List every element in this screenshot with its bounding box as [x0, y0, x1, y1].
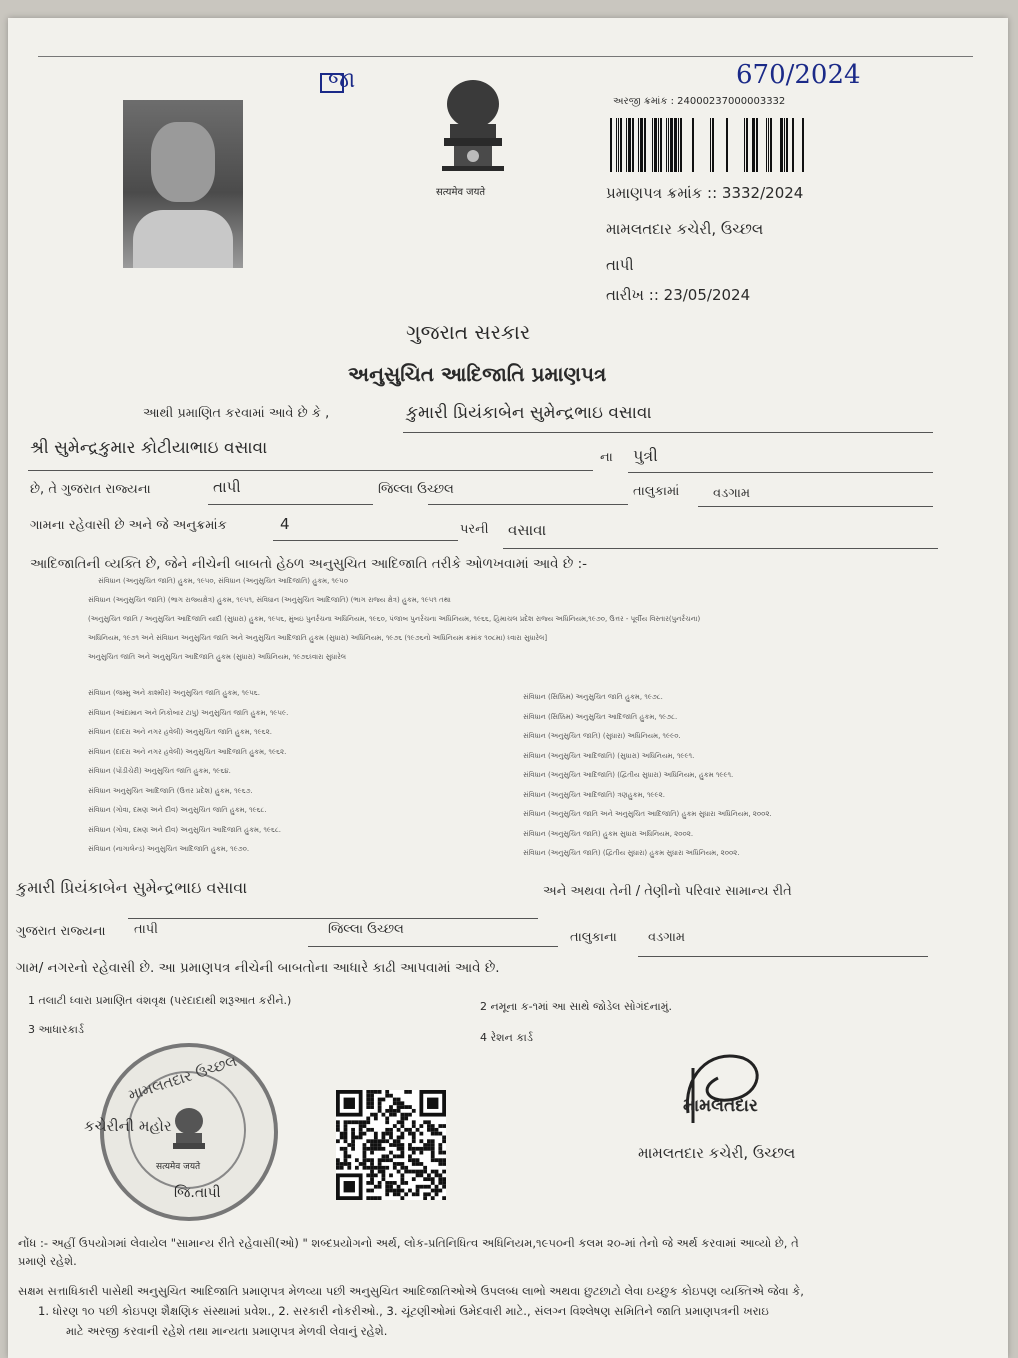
orders_left-line: સંવિધાન અનુસુચિત આદિજાતિ (ઉત્તર પ્રદેશ) હુકમ, ૧૯૬૭. [88, 786, 253, 795]
note-1b: પ્રમાણે રહેશે. [18, 1254, 77, 1268]
barcode [610, 118, 840, 172]
orders_left-line: સંવિધાન (દાદરા અને નગર હવેલી) અનુસુચિત જાતિ હુકમ, ૧૯૬૨. [88, 728, 272, 736]
handwritten-number: 670/2024 [736, 60, 861, 90]
section2-district-label: જિલ્લા ઉચ્છલ [328, 922, 404, 937]
orders_right-line: સંવિધાન (અનુસુચિત જાતિ) (સુધારા) અધિનિયમ, ૧૯૯૦. [523, 732, 681, 740]
orders_right-line: સંવિધાન (અનુસુચિત આદિજાતિ) ત્રણહુકમ, ૧૯૯૨. [523, 790, 666, 799]
emblem-motto: सत्यमेव जयते [436, 187, 486, 198]
signatory-office: મામલતદાર કચેરી, ઉચ્છલ [638, 1144, 796, 1162]
applicant-photo [123, 100, 243, 268]
note-2: સક્ષમ સત્તાધિકારી પાસેથી અનુસુચિત આદિજાતિ પ્રમાણપત્ર મેળવ્યા પછી અનુસુચિત આદિજાતિઓએ ઉપલબ્ધ લાભો અથવા છુટછાટો લેવા ઇચ્છુક કોઇપણ વ્યક્તિએ જેવા કે, [18, 1284, 804, 1298]
orders_left-line: સંવિધાન (આંદામાન અને નિકોબાર ટાપુ) અનુસુચિત જાતિ હુકમ, ૧૯૫૯. [88, 708, 289, 717]
orders_right-line: સંવિધાન (અનુસુચિત જાતિ) હુકમ સુધારા અધિનિયમ, ૨૦૦૨. [523, 829, 694, 838]
seal-bottom-text: જિ.તાપી [174, 1185, 221, 1201]
government-title: ગુજરાત સરકાર [406, 320, 531, 344]
upon-label: પરની [460, 522, 489, 537]
fine_print-line: સંવિધાન (અનુસુચિત જાતિ) હુકમ, ૧૯૫૦, સંવિધાન (અનુસુચિત આદિજાતિ) હુકમ, ૧૯૫૦ [98, 577, 348, 585]
section2-taluka-label: તાલુકાના [570, 930, 617, 945]
fine_print-line: અનુસુચિત જાતિ અને અનુસુચિત આદિજાતિ હુકમ (સુધારા) અધિનિયમ, ૧૯૭૬ધ્વારા સુધારેલ [88, 653, 347, 661]
orders_right-line: સંવિધાન (અનુસુચિત આદિજાતિ) (સુધારા) અધિનિયમ, ૧૯૯૧. [523, 751, 695, 760]
family-text: અને અથવા તેની / તેણીનો પરિવાર સામાન્ય રીતે [543, 884, 792, 899]
state-prefix: છે, તે ગુજરાત રાજ્યના [30, 482, 151, 497]
section2-resident-text: ગામ/ નગરનો રહેવાસી છે. આ પ્રમાણપત્ર નીચેની બાબતોના આધારે કાઢી આપવામાં આવે છે. [16, 960, 500, 976]
tribe-name: વસાવા [508, 521, 547, 539]
fine_print-line: સંવિધાન (અનુસુચિત જાતિ) (ભાગ રાજ્યક્ષેત્ર) હુકમ, ૧૯૫૧, સંવિધાન (અનુસુચિત આદિજાતિ) (ભાગ રાજ્ય ક્ષેત્ર) હુકમ, ૧૯૫૧ તથા [88, 596, 451, 604]
official-seal [84, 1043, 278, 1221]
note-4: માટે અરજી કરવાની રહેશે તથા માન્યતા પ્રમાણપત્ર મેળવી લેવાનું રહેશે. [66, 1324, 388, 1338]
district-label: જિલ્લા ઉચ્છલ [378, 482, 454, 497]
qr-code [336, 1090, 446, 1200]
issue-date: તારીખ :: 23/05/2024 [606, 286, 751, 304]
resident-label: ગામના રહેવાસી છે અને જે અનુક્રમાંક [30, 518, 227, 533]
seal-middle-text: કચેરીની મહોર [84, 1117, 172, 1135]
seal-motto: सत्यमेव जयते [156, 1162, 201, 1172]
doc-item-4: 4 રેશન કાર્ડ [480, 1031, 533, 1044]
orders-left [88, 690, 508, 866]
relation: પુત્રી [633, 446, 658, 465]
note-3: 1. ધોરણ ૧૦ પછી કોઇપણ શૈક્ષણિક સંસ્થામાં પ્રવેશ., 2. સરકારી નોકરીઓ., 3. ચૂંટણીઓમાં ઉમેદવારી માટે., સંલગ્ન વિશ્લેષણ સમિતિને જાતિ પ્રમાણપત્રની ખરાઇ [38, 1304, 769, 1318]
applicant-name: કુમારી પ્રિયંકાબેન સુમેન્દ્રભાઇ વસાવા [406, 403, 652, 423]
doc-item-2: 2 નમૂના ક-૧માં આ સાથે જોડેલ સોગંદનામું. [480, 1000, 672, 1013]
orders_left-line: સંવિધાન (જમ્મુ અને કાશ્મીર) અનુસુચિત જાતિ હુકમ, ૧૯૫૬. [88, 689, 260, 697]
orders-right [523, 694, 943, 870]
doc-item-1: 1 તલાટી ધ્વારા પ્રમાણિત વંશવૃક્ષ (પરદાદાથી શરૂઆત કરીને.) [28, 994, 292, 1007]
certificate-sheet [8, 18, 1008, 1358]
orders_left-line: સંવિધાન (પોંડીચેરી) અનુસુચિત જાતિ હુકમ, ૧૯૬૪. [88, 767, 231, 775]
orders_left-line: સંવિધાન (ગોવા, દમણ અને દીવ) અનુસુચિત આદિજાતિ હુકમ, ૧૯૬૮. [88, 825, 282, 834]
orders_right-line: સંવિધાન (અનુસુચિત આદિજાતિ) (દ્વિતીય સુધારા) અધિનિયમ, હુકમ ૧૯૯૧. [523, 771, 734, 779]
section2-name: કુમારી પ્રિયંકાબેન સુમેન્દ્રભાઇ વસાવા [16, 878, 248, 897]
section2-state-label: ગુજરાત રાજ્યના [16, 924, 106, 939]
identify-text: આદિજાતિની વ્યક્તિ છે, જેને નીચેની બાબતો હેઠળ અનુસુચિત આદિજાતિ તરીકે ઓળખવામાં આવે છે :- [30, 556, 588, 572]
orders_right-line: સંવિધાન (અનુસુચિત જાતિ અને અનુસુચિત આદિજાતિ) હુકમ સુધારા અધિનિયમ, ૨૦૦૨. [523, 810, 772, 818]
taluka-label: તાલુકામાં [633, 484, 680, 499]
certificate-number: પ્રમાણપત્ર ક્રમાંક :: 3332/2024 [606, 184, 804, 202]
serial-number: 4 [280, 515, 290, 533]
signatory-title: મામલતદાર [683, 1096, 758, 1116]
seal-top-text: મામલતદાર ઉચ્છલ [125, 1051, 240, 1105]
state-emblem-icon [428, 76, 518, 196]
seal-emblem-icon [166, 1105, 212, 1161]
section2-district: તાપી [134, 922, 158, 937]
certificate-title: અનુસુચિત આદિજાતિ પ્રમાણપત્ર [348, 362, 607, 386]
orders_left-line: સંવિધાન (દાદરા અને નગર હવેલી) અનુસુચિત આદિજાતિ હુકમ, ૧૯૬૨. [88, 747, 287, 756]
handwritten-box [320, 73, 344, 93]
section2-village: વડગામ [648, 930, 686, 945]
top-border [38, 56, 973, 57]
fine_print-line: અધિનિયમ, ૧૯૭૧ અને સંવિધાન અનુસુચિત જાતિ અને અનુસુચિત આદિજાતિ હુકમ (સુધારા) અધિનિયમ, ૧૯૭૬ (૧૯૭૬નો અધિનિયમ ક્રમાંક ૧૦૮મા) ધ્વારા સુધારેલ] [88, 634, 548, 642]
certify-intro: આથી પ્રમાણિત કરવામાં આવે છે કે , [143, 406, 330, 421]
orders_left-line: સંવિધાન (ગોવા, દમણ અને દીવ) અનુસુચિત જાતિ હુકમ, ૧૯૬૮. [88, 806, 267, 814]
issuing-office: મામલતદાર કચેરી, ઉચ્છલ [606, 220, 764, 238]
issuing-district: તાપી [606, 256, 634, 274]
orders_right-line: સંવિધાન (સિક્કિમ) અનુસુચિત આદિજાતિ હુકમ, ૧૯૭૮. [523, 712, 678, 721]
doc-item-3: 3 આધારકાર્ડ [28, 1023, 84, 1036]
fine-print-block [88, 578, 988, 673]
orders_right-line: સંવિધાન (સિક્કિમ) અનુસુચિત જાતિ હુકમ, ૧૯૭૮. [523, 693, 663, 701]
village-value: વડગામ [713, 486, 751, 501]
na-label: ના [600, 450, 613, 465]
orders_left-line: સંવિધાન (નાગાલેન્ડ) અનુસુચિત આદિજાતિ હુકમ, ૧૯૭૦. [88, 845, 250, 853]
application-number: અરજી ક્રમાંક : 24000237000003332 [613, 96, 786, 107]
orders_right-line: સંવિધાન (અનુસુચિત જાતિ) (દ્વિતીય સુધારા) હુકમ સુધારા અધિનિયમ, ૨૦૦૨. [523, 849, 740, 857]
father-name: શ્રી સુમેન્દ્રકુમાર કોટીયાભાઇ વસાવા [30, 438, 268, 458]
district-value: તાપી [213, 478, 241, 496]
fine_print-line: (અનુસુચિત જાતિ / અનુસુચિત આદિજાતિ યાદી (સુધારા) હુકમ, ૧૯૫૬, મુંબઇ પુનર્રચના અધિનિયમ, ૧૯૬૦, પંજાબ પુનર્રચના અધિનિયમ, ૧૯૬૬, હિમાચલ પ્રદેશ રાજ્ય અધિનિયમ,૧૯૭૦, ઉત્તર - પૂર્વીય વિસ્તાર(પુનર્રચના) [88, 615, 701, 623]
note-1: નોંધ :- અહીં ઉપયોગમાં લેવાયેલ "સામાન્ય રીતે રહેવાસી(ઓ) " શબ્દપ્રયોગનો અર્થ, લોક-પ્રતિનિધિત્વ અધિનિયમ,૧૯૫૦ની કલમ ૨૦-માં તેનો જે અર્થ કરવામાં આવ્યો છે, તે [18, 1236, 799, 1250]
handwritten-mark: જા [328, 68, 356, 93]
